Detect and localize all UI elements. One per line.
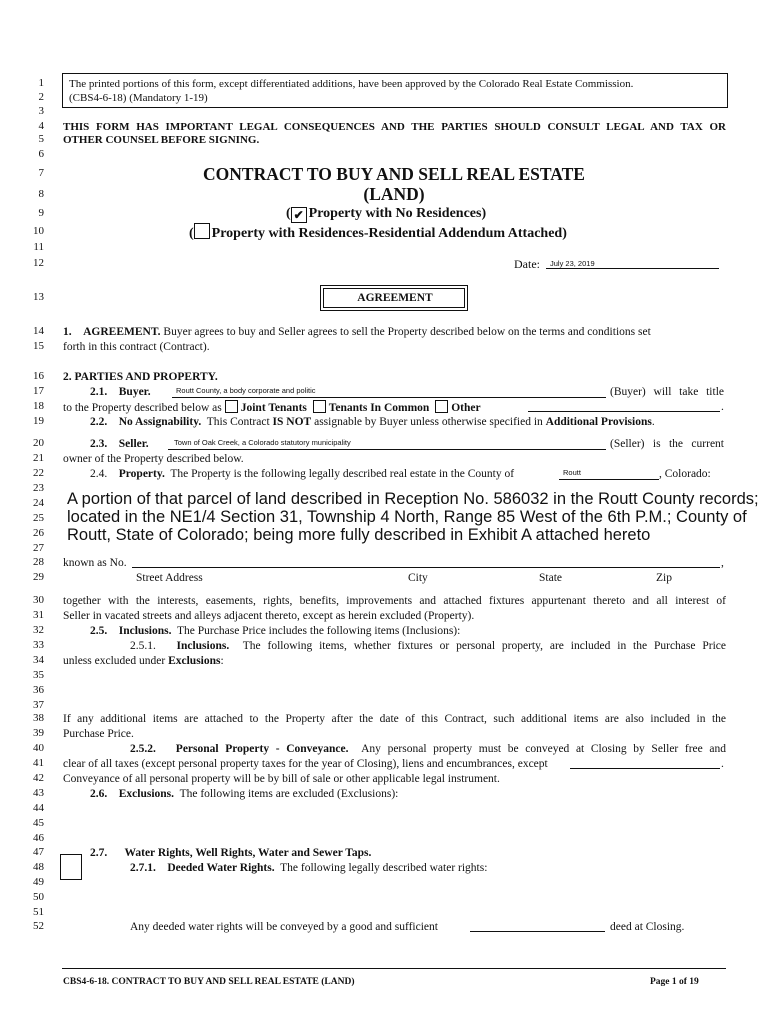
sec1-line-1: 1. AGREEMENT. Buyer agrees to buy and Seller agrees to sell the Property described below on the terms and conditions set (63, 326, 651, 338)
form-title: CONTRACT TO BUY AND SELL REAL ESTATE (203, 164, 585, 184)
seller-value[interactable]: Town of Oak Creek, a Colorado statutory municipality (174, 438, 351, 447)
line-number: 20 (33, 437, 44, 449)
county-value[interactable]: Routt (563, 468, 581, 477)
property-tail: , Colorado: (659, 468, 711, 480)
line-number: 12 (33, 257, 44, 269)
additional-line-1: If any additional items are attached to the Property after the date of this Contract, such additional items are also included in the (63, 713, 726, 725)
property-line: 2.4. Property. The Property is the following legally described real estate in the County of (90, 468, 515, 480)
legal-desc-line-2[interactable]: located in the NE1/4 Section 31, Township 4 North, Range 85 West of the 6th P.M.; County of (67, 508, 747, 526)
sec2-heading: 2. PARTIES AND PROPERTY. (63, 371, 218, 383)
line-number: 43 (33, 787, 44, 799)
line-number: 13 (33, 291, 44, 303)
buyer-tail: (Buyer) will take title (610, 386, 724, 398)
known-as: known as No. (63, 557, 127, 569)
line-number: 27 (33, 542, 44, 554)
additional-line-2: Purchase Price. (63, 728, 134, 740)
line-number: 26 (33, 527, 44, 539)
line-number: 48 (33, 861, 44, 873)
line-number: 24 (33, 497, 44, 509)
seller-tail: (Seller) is the current (610, 438, 724, 450)
warning-line-2: OTHER COUNSEL BEFORE SIGNING. (63, 134, 260, 146)
line-number: 33 (33, 639, 44, 651)
personal-property-3: Conveyance of all personal property will be by bill of sale or other applicable legal instrument. (63, 773, 500, 785)
line-number: 39 (33, 727, 44, 739)
line-number: 41 (33, 757, 44, 769)
inclusions-251-cont: unless excluded under Exclusions: (63, 655, 224, 667)
line-number: 2 (38, 91, 44, 103)
assignability: 2.2. No Assignability. This Contract IS NOT assignable by Buyer unless otherwise specified in Additional Provisions. (90, 416, 655, 428)
water-rights-checkbox[interactable] (60, 854, 82, 880)
comma: , (721, 557, 724, 569)
line-number: 15 (33, 340, 44, 352)
warning-line-1: THIS FORM HAS IMPORTANT LEGAL CONSEQUENCES AND THE PARTIES SHOULD CONSULT LEGAL AND TAX OR (63, 121, 726, 133)
owner-line: owner of the Property described below. (63, 453, 244, 465)
line-number: 36 (33, 684, 44, 696)
line-number: 25 (33, 512, 44, 524)
line-number: 52 (33, 920, 44, 932)
sec1-line-2: forth in this contract (Contract). (63, 341, 210, 353)
buyer-label: 2.1. Buyer. (90, 386, 151, 398)
line-number: 18 (33, 400, 44, 412)
deed-text-b: deed at Closing. (610, 921, 685, 933)
line-number: 16 (33, 370, 44, 382)
line-number: 40 (33, 742, 44, 754)
agreement-heading: AGREEMENT (357, 292, 433, 304)
label-city: City (408, 572, 428, 584)
line-number: 51 (33, 906, 44, 918)
together-line-2: Seller in vacated streets and alleys adjacent thereto, except as herein excluded (Property). (63, 610, 475, 622)
line-number: 49 (33, 876, 44, 888)
line-number: 17 (33, 385, 44, 397)
title-options: to the Property described below as Joint Tenants Tenants In Common Other (63, 402, 481, 414)
line-number: 47 (33, 846, 44, 858)
legal-desc-line-3[interactable]: Routt, State of Colorado; being more fully described in Exhibit A attached hereto (67, 526, 651, 544)
seller-label: 2.3. Seller. (90, 438, 149, 450)
with-residences-checkbox[interactable] (194, 223, 210, 239)
other-line (528, 411, 720, 412)
other-checkbox[interactable] (435, 400, 448, 413)
line-number: 50 (33, 891, 44, 903)
line-number: 37 (33, 699, 44, 711)
line-number: 4 (38, 120, 44, 132)
line-number: 22 (33, 467, 44, 479)
line-number: 32 (33, 624, 44, 636)
option-with-residences: ( Property with Residences-Residential Addendum Attached) (189, 223, 567, 243)
footer-rule (62, 968, 726, 969)
buyer-value[interactable]: Routt County, a body corporate and politic (176, 386, 316, 395)
line-number: 3 (38, 105, 44, 117)
footer-left: CBS4-6-18. CONTRACT TO BUY AND SELL REAL ESTATE (LAND) (63, 977, 355, 987)
address-line[interactable] (132, 567, 720, 568)
tenants-in-common-checkbox[interactable] (313, 400, 326, 413)
exclusions: 2.6. Exclusions. The following items are excluded (Exclusions): (90, 788, 399, 800)
line-number: 29 (33, 571, 44, 583)
line-number: 10 (33, 225, 44, 237)
inclusions-251: 2.5.1. Inclusions. The following items, whether fixtures or personal property, are included in the Purchase Price (130, 640, 726, 652)
legal-desc-line-1[interactable]: A portion of that parcel of land described in Reception No. 586032 in the Routt County records; (67, 490, 759, 508)
label-street: Street Address (136, 572, 203, 584)
inclusions: 2.5. Inclusions. The Purchase Price includes the following items (Inclusions): (90, 625, 461, 637)
label-state: State (539, 572, 562, 584)
notice-line-2: (CBS4-6-18) (Mandatory 1-19) (69, 92, 208, 104)
line-number: 42 (33, 772, 44, 784)
no-residences-checkbox[interactable]: ✔ (291, 207, 307, 223)
period: . (721, 401, 724, 413)
form-subtitle: (LAND) (363, 184, 425, 204)
date-label: Date: (514, 257, 540, 271)
personal-property: 2.5.2. Personal Property - Conveyance. Any personal property must be conveyed at Closing by Seller free and (130, 743, 727, 755)
line-number: 45 (33, 817, 44, 829)
footer-page: Page 1 of 19 (650, 977, 699, 987)
date-value[interactable]: July 23, 2019 (550, 259, 595, 268)
line-number: 30 (33, 594, 44, 606)
line-number: 46 (33, 832, 44, 844)
personal-property-2: clear of all taxes (except personal property taxes for the year of Closing), liens and encumbrances, except (63, 758, 548, 770)
line-number: 23 (33, 482, 44, 494)
joint-tenants-checkbox[interactable] (225, 400, 238, 413)
deeded-water-rights: 2.7.1. Deeded Water Rights. The following legally described water rights: (130, 862, 488, 874)
line-number: 28 (33, 556, 44, 568)
notice-line-1: The printed portions of this form, except differentiated additions, have been approved by the Colorado Real Estate Commission. (69, 78, 634, 90)
deed-type-line[interactable] (470, 931, 605, 932)
line-number: 19 (33, 415, 44, 427)
except-line[interactable] (570, 768, 720, 769)
line-number: 34 (33, 654, 44, 666)
line-number: 5 (38, 133, 44, 145)
deed-text-a: Any deeded water rights will be conveyed by a good and sufficient (130, 921, 438, 933)
line-number: 38 (33, 712, 44, 724)
line-number: 7 (38, 167, 44, 179)
line-number: 44 (33, 802, 44, 814)
line-number: 31 (33, 609, 44, 621)
line-number: 35 (33, 669, 44, 681)
line-number: 1 (38, 77, 44, 89)
option-no-residences: ( ✔ Property with No Residences) (286, 206, 487, 222)
line-number: 11 (33, 241, 44, 253)
line-number: 9 (38, 207, 44, 219)
line-number: 21 (33, 452, 44, 464)
line-number: 8 (38, 188, 44, 200)
period-2: . (721, 758, 724, 770)
line-number: 6 (38, 148, 44, 160)
water-rights-heading: 2.7. Water Rights, Well Rights, Water and Sewer Taps. (90, 847, 372, 859)
line-number: 14 (33, 325, 44, 337)
together-line-1: together with the interests, easements, rights, benefits, improvements and attached fixtures appurtenant thereto and all interest of (63, 595, 726, 607)
label-zip: Zip (656, 572, 672, 584)
